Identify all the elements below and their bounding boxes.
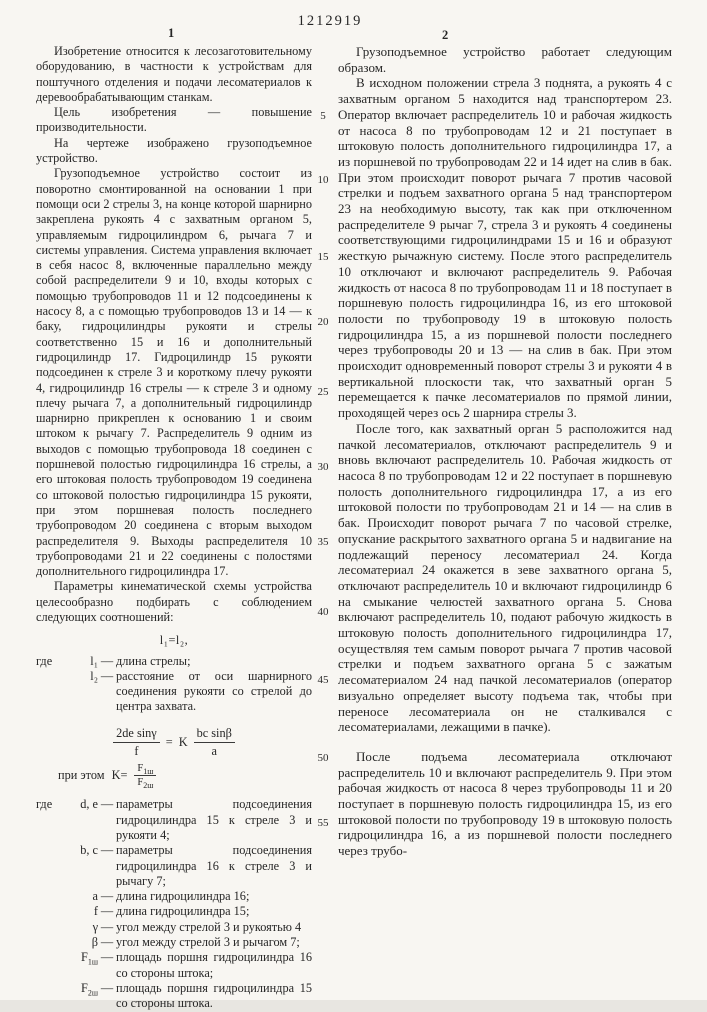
definition-term: d, e — [80, 797, 98, 812]
definition-dash: — — [100, 668, 114, 683]
gutter-line-number: 35 — [317, 536, 329, 548]
gutter-line-number: 15 — [317, 251, 329, 263]
coefficient-k: K — [178, 734, 188, 749]
paragraph: На чертеже изображено грузоподъемное устройство. — [36, 135, 312, 166]
paragraph: После подъема лесоматериала отключают распределитель 10 и включают распределитель 9. При этом рабочая жидкость от насоса 8 через трубопроводы 11 и 20 поступает в поршневую полость гидроцилиндра 15, из его штоковой полости по трубопроводу 19 в штоковую полость гидроцилиндра 16, а из поршневой полости последнего через трубо- — [338, 748, 672, 859]
gutter-line-number: 50 — [317, 752, 329, 764]
definition-text: длина стрелы; — [116, 653, 191, 668]
patent-number: 1212919 — [297, 13, 363, 29]
definition-term: γ — [92, 919, 98, 934]
definition-row: f — длина гидроцилиндра 15; — [36, 904, 312, 919]
definition-term: β — [91, 935, 98, 950]
gutter-line-number: 55 — [317, 817, 329, 829]
coefficient-formula — [36, 763, 312, 791]
paragraph: Грузоподъемное устройство состоит из поворотно смонтированной на основании 1 при помощи оси 2 стрелы 3, на конце которой шарнирно закреплена рукоять 4 с захватным органом 5, управляемым гидроцилиндром 6, рычага 7 и системы управления. Система управления включает в себя насос 8, включенные параллельно между собой распределители 9 и 10, входы которых с помощью трубопроводов 11 и 12 подсоединены к насосу 8, а с помощью трубопроводов 13 и 14 — к баку, гидроцилиндры рукояти и стрелы соответственно 15 и 16 и дополнительный гидроцилиндр 17. Гидроцилиндр 15 рукояти подсоединен к стреле 3 и короткому плечу рукояти 4, гидроцилиндр 16 стрелы — к стреле 3 и одному плечу рычага 7, а дополнительный гидроцилиндр шарнирно прикреплен к основанию 1 и своим штоком к рычагу 7. Распределитель 9 одним из выходов с помощью трубопровода 18 соединен с поршневой полостью гидроцилиндра 16 стрелы, а его штоковая полость трубопроводом 19 соединена со штоковой полостью гидроцилиндра 15 рукояти, при этом поршневая полость последнего трубопроводом 20 соединена с вторым выходом распределителя 9. Выходы распределителя 10 трубопроводами 21 и 22 соединены с полостями дополнительного гидроцилиндра 17. — [36, 166, 312, 579]
definition-row: $F_{2ш}$ — площадь поршня гидроцилиндра 15 со стороны штока. — [36, 981, 312, 1012]
definition-term: $F_{1ш}$ — [80, 950, 98, 967]
gutter-line-number: 5 — [320, 110, 326, 122]
definition-row: b, c — параметры подсоединения гидроцилиндра 16 к стреле 3 и рычагу 7; — [36, 843, 312, 889]
paragraph: Грузоподъемное устройство работает следующим образом. — [338, 44, 672, 75]
equals-sign: = — [165, 734, 173, 749]
definition-row: $F_{1ш}$ — площадь поршня гидроцилиндра 16 со стороны штока; — [36, 950, 312, 981]
gutter-line-number: 40 — [317, 606, 329, 618]
definition-prefix — [36, 669, 66, 715]
definition-term: l₂ — [90, 668, 98, 683]
paragraph: Изобретение относится к лесозаготовительному оборудованию, в частности к устройствам для поштучного отделения и подачи лесоматериалов к деревообрабатывающим станкам. — [36, 44, 312, 104]
fraction: $\frac{F_{1ш}}{F_{2ш}}$ — [134, 763, 156, 788]
right-column — [338, 44, 672, 859]
kinematic-formula — [36, 726, 312, 760]
formula-arm-lengths: l₁=l₂, — [159, 633, 189, 648]
definition-term: l₁ — [90, 653, 98, 668]
definition-row: γ — угол между стрелой 3 и рукоятью 4 — [36, 920, 312, 935]
parameter-definitions — [36, 797, 312, 1011]
definition-term: f — [93, 904, 98, 919]
definition-row: β — угол между стрелой 3 и рычагом 7; — [36, 935, 312, 950]
definition-row: где d, e — параметры подсоединения гидроцилиндра 15 к стреле 3 и рукояти 4; — [36, 797, 312, 842]
definition-row: a — длина гидроцилиндра 16; — [36, 889, 312, 904]
definition-term: a — [92, 889, 98, 904]
gutter-line-number: 10 — [317, 174, 329, 186]
definition-row — [36, 654, 312, 669]
paragraph: Параметры кинематической схемы устройства целесообразно подбирать с соблюдением следующих соотношений: — [36, 579, 312, 624]
formula-lhs: K= — [111, 768, 128, 783]
formula-prefix: при этом — [58, 768, 105, 783]
definition-term: b, c — [80, 843, 98, 858]
definition-term: $F_{2ш}$ — [80, 980, 98, 998]
gutter-line-number: 45 — [317, 674, 329, 686]
gutter-line-number: 30 — [317, 461, 329, 473]
paragraph: После того, как захватный орган 5 расположится над пачкой лесоматериалов, отключают распределитель 9 и вновь включают распределитель 10. Рабочая жидкость от насоса 8 по трубопроводам 12 и 22 поступает в поршневую полость дополнительного гидроцилиндра 17, а из его штоковой полости по трубопроводам 21 и 14 — на слив в бак. Происходит поворот рычага 7 по часовой стрелке, опускание раскрытого захватного органа 5 и надвигание на подлежащий переносу лесоматериал 24. Когда лесоматериал 24 окажется в зеве захватного органа 5, отключают распределитель 10 и включают гидроцилиндр 6 на смыкание челюстей захватного органа 5. Снова включают распределитель 10, подают рабочую жидкость в штоковую полость дополнительного гидроцилиндра 17, осуществляя тем самым поворот рычага 7 против часовой стрелки и подъем захватного органа 5 с зажатым лесоматериалом 24 над пачкой лесоматериалов (оператор визуально определяет высоту подъема так, чтобы при переносе лесоматериала он не сталкивался с лесоматериалами, лежащими в пачке). — [338, 420, 672, 735]
gutter-line-number: 25 — [317, 386, 329, 398]
definition-row — [36, 669, 312, 715]
definition-text: расстояние от оси шарнирного соединения рукояти со стрелой до центра захвата. — [116, 668, 312, 714]
fraction: $\frac{\text{2de sinγ}}{f}$ — [113, 726, 160, 760]
definition-prefix: где — [36, 653, 53, 668]
paragraph: Цель изобретения — повышение производительности. — [36, 105, 312, 135]
gutter-line-number: 20 — [317, 316, 329, 328]
paragraph: В исходном положении стрела 3 поднята, а рукоять 4 с захватным органом 5 находится над транспортером 23. Оператор включает распределитель 10 и рабочая жидкость от насоса 8 по трубопроводам 12 и 21 поступает в штоковую полость дополнительного гидроцилиндра 17, а из поршневой по трубопроводам 22 и 14 идет на слив в бак. При этом происходит поворот рычага 7 против часовой стрелки и подъем захватного органа 5 над транспортером 23 на необходимую высоту, так как при отключенном распределителе 9 рычаг 7, стрела 3 и рукоять 4 соединены соответствующими гидроцилиндрами 15 и 16 и образуют жесткую рычажную систему. После этого распределитель 10 отключают и включают распределитель 9. Рабочая жидкость от насоса 8 по трубопроводам 11 и 18 поступает в поршневую полость гидроцилиндра 16, из его штоковой полости по трубопроводу 19 в штоковую полость гидроцилиндра 15, а из поршневой полости последнего через трубопроводы 20 и 13 — на слив в бак. При этом происходит одновременный поворот стрелы 3 и рукояти 4 в вертикальной плоскости так, что захватный орган 5 перемещается к пачке лесоматериалов по прямой линии, проходящей через ось 2 шарнира стрелы 3. — [338, 75, 672, 421]
left-column — [36, 44, 312, 1012]
definition-dash: — — [100, 653, 114, 668]
column-marker-2: 2 — [442, 28, 449, 42]
column-marker-1: 1 — [168, 26, 175, 40]
fraction: $\frac{\text{bc sinβ}}{a}$ — [194, 726, 235, 760]
